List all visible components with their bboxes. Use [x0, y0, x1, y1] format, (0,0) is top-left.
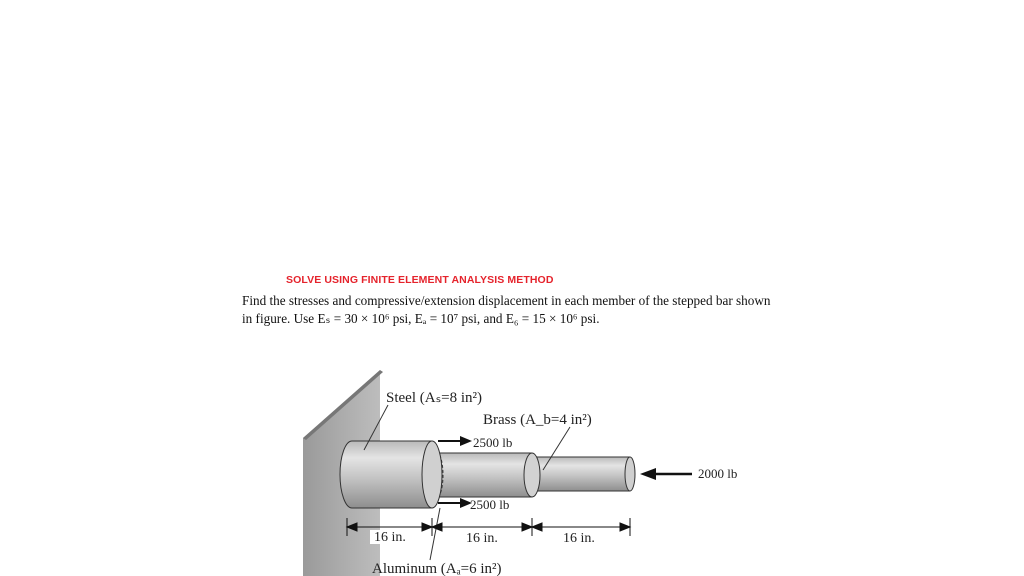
load-arrow-top: [438, 436, 472, 446]
load-bottom-label: 2500 lb: [470, 497, 510, 512]
steel-label: Steel (Aₛ=8 in²): [386, 390, 483, 406]
dim-brass-label: 16 in.: [563, 531, 595, 546]
load-end-label: 2000 lb: [698, 466, 738, 481]
problem-line-2: in figure. Use Eₛ = 30 × 10⁶ psi, Eₐ = 10⁷ psi, and E₆ = 15 × 10⁶ psi.: [242, 311, 600, 326]
problem-heading: SOLVE USING FINITE ELEMENT ANALYSIS METHOD: [286, 274, 554, 286]
aluminum-segment: [431, 453, 540, 497]
steel-segment: [340, 441, 442, 508]
load-arrow-bottom: [438, 498, 472, 508]
load-top-label: 2500 lb: [473, 435, 513, 450]
dim-steel-label: 16 in.: [374, 530, 406, 545]
load-arrow-end: [640, 468, 692, 480]
brass-segment: [527, 457, 635, 491]
brass-label: Brass (A_b=4 in²): [483, 412, 592, 428]
aluminum-label: Aluminum (Aₐ=6 in²): [372, 561, 502, 576]
dim-aluminum-label: 16 in.: [466, 531, 498, 546]
problem-line-1: Find the stresses and compressive/extension displacement in each member of the stepped bar shown: [242, 293, 771, 308]
